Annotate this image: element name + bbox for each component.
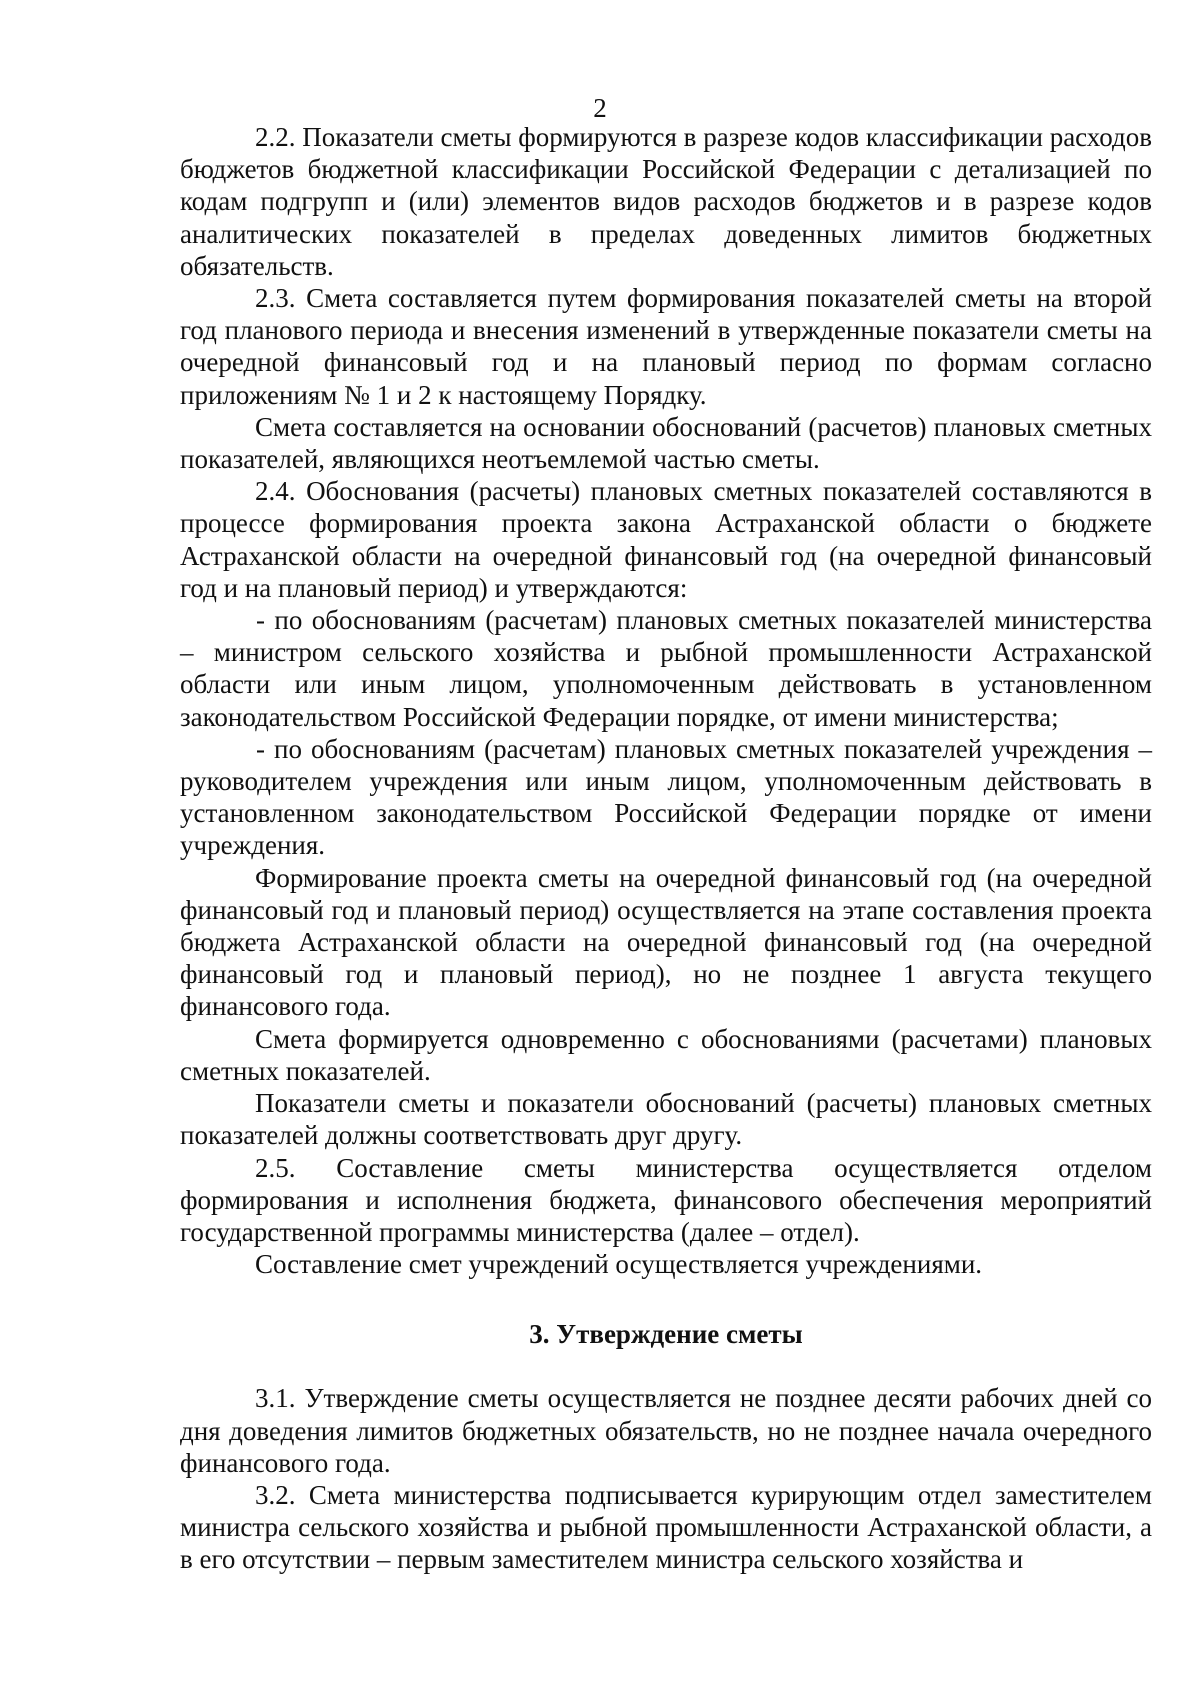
- section-heading-approval: 3. Утверждение сметы: [529, 1319, 803, 1350]
- paragraph-2-4: 2.4. Обоснования (расчеты) плановых сметных показателей составляются в процессе формирования проекта закона Астраханской области о бюджете Астраханской области на очередной финансовый год (на очередной финансовый год и на плановый период) и утверждаются:: [180, 476, 1152, 603]
- paragraph-2-2: 2.2. Показатели сметы формируются в разрезе кодов классификации расходов бюджетов бюджетной классификации Российской Федерации с детализацией по кодам подгрупп и (или) элементов видов расходов бюджетов и в разрезе кодов аналитических показателей в пределах доведенных лимитов бюджетных обязательств.: [180, 122, 1152, 281]
- list-item-institution-approval: - по обоснованиям (расчетам) плановых сметных показателей учреждения – руководителем учреждения или иным лицом, уполномоченным действовать в установленном законодательством Российской Федерации порядке от имени учреждения.: [180, 733, 1152, 861]
- page-number: 2: [593, 93, 607, 123]
- paragraph-2-5: 2.5. Составление сметы министерства осуществляется отделом формирования и исполнения бюджета, финансового обеспечения мероприятий государственной программы министерства (далее – отдел).: [180, 1152, 1152, 1247]
- document-body: [180, 121, 1152, 1576]
- paragraph-2-3-basis: Смета составляется на основании обоснований (расчетов) плановых сметных показателей, являющихся неотъемлемой частью сметы.: [180, 411, 1152, 475]
- paragraph-2-3: 2.3. Смета составляется путем формирования показателей сметы на второй год планового периода и внесения изменений в утвержденные показатели сметы на очередной финансовый год и на плановый период по формам согласно приложениям № 1 и 2 к настоящему Порядку.: [180, 283, 1152, 410]
- paragraph-draft-formation: Формирование проекта сметы на очередной финансовый год (на очередной финансовый год и плановый период) осуществляется на этапе составления проекта бюджета Астраханской области на очередной финансовый год (на очередной финансовый год и плановый период), но не позднее 1 августа текущего финансового года.: [180, 862, 1152, 1022]
- paragraph-simultaneous-formation: Смета формируется одновременно с обоснованиями (расчетами) плановых сметных показателей.: [180, 1023, 1152, 1086]
- paragraph-3-1: 3.1. Утверждение сметы осуществляется не позднее десяти рабочих дней со дня доведения лимитов бюджетных обязательств, но не позднее начала очередного финансового года.: [180, 1383, 1152, 1478]
- list-item-ministry-approval: - по обоснованиям (расчетам) плановых сметных показателей министерства – министром сельского хозяйства и рыбной промышленности Астраханской области или иным лицом, уполномоченным действовать в установленном законодательством Российской Федерации порядке, от имени министерства;: [180, 605, 1152, 732]
- paragraph-3-2: 3.2. Смета министерства подписывается курирующим отдел заместителем министра сельского хозяйства и рыбной промышленности Астраханской области, а в его отсутствии – первым заместителем министра сельского хозяйства и: [180, 1479, 1152, 1575]
- paragraph-indicators-correspondence: Показатели сметы и показатели обоснований (расчеты) плановых сметных показателей должны соответствовать друг другу.: [180, 1088, 1152, 1151]
- paragraph-institution-estimates: Составление смет учреждений осуществляется учреждениями.: [255, 1249, 983, 1280]
